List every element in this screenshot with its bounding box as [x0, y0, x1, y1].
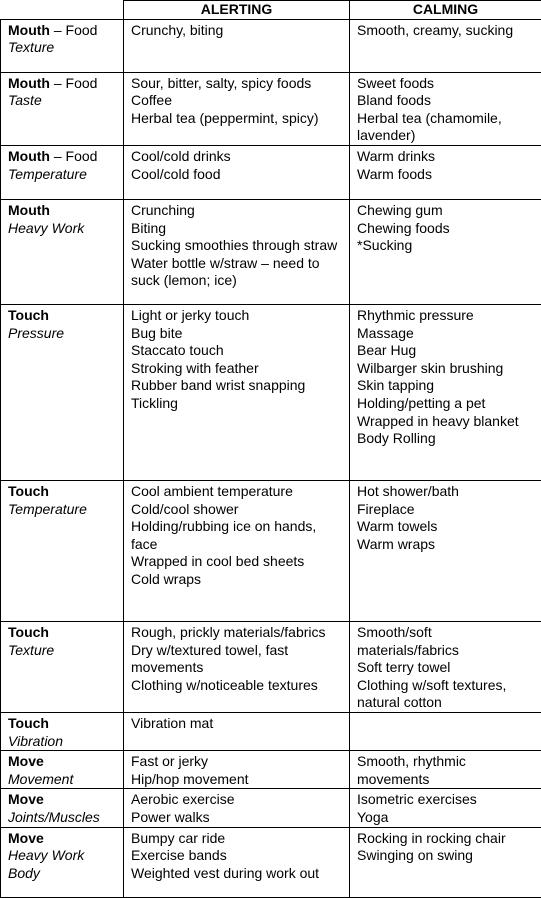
category-name: Mouth	[8, 148, 50, 164]
alerting-item: Cool/cold food	[131, 166, 342, 184]
subcategory-label: Taste	[8, 92, 116, 110]
alerting-item: Staccato touch	[131, 342, 342, 360]
alerting-item: Hip/hop movement	[131, 771, 342, 789]
category-cell	[1, 480, 124, 621]
calming-item: Fireplace	[357, 501, 534, 519]
calming-item: Wrapped in heavy blanket	[357, 413, 534, 431]
category-label	[8, 624, 116, 642]
table-row	[1, 712, 541, 750]
category-label	[8, 791, 116, 809]
alerting-item: Power walks	[131, 809, 342, 827]
alerting-item: Crunchy, biting	[131, 22, 342, 40]
category-name: Move	[8, 791, 44, 807]
table-body	[1, 19, 541, 897]
alerting-item: Wrapped in cool bed sheets	[131, 553, 342, 571]
header-row	[1, 1, 541, 20]
subcategory-label: Joints/Muscles	[8, 809, 116, 827]
calming-item: Bland foods	[357, 92, 534, 110]
calming-item: Skin tapping	[357, 377, 534, 395]
category-name: Mouth	[8, 22, 50, 38]
alerting-cell	[124, 72, 350, 145]
category-label	[8, 830, 116, 848]
calming-item: Sweet foods	[357, 75, 534, 93]
category-label	[8, 202, 116, 220]
calming-item: Smooth, rhythmic movements	[357, 753, 534, 788]
calming-item: Soft terry towel	[357, 659, 534, 677]
category-cell	[1, 145, 124, 199]
alerting-item: Bug bite	[131, 325, 342, 343]
alerting-item: Cool/cold drinks	[131, 148, 342, 166]
alerting-cell	[124, 145, 350, 199]
category-name: Move	[8, 830, 44, 846]
calming-item: Warm wraps	[357, 536, 534, 554]
subcategory-label: Temperature	[8, 501, 116, 519]
category-name: Touch	[8, 307, 49, 323]
alerting-cell	[124, 712, 350, 750]
subcategory-label: Heavy Work	[8, 220, 116, 238]
calming-item: Chewing foods	[357, 220, 534, 238]
subcategory-label: Movement	[8, 771, 116, 789]
calming-cell	[350, 827, 541, 897]
subcategory-label: Heavy Work	[8, 847, 116, 865]
subcategory-label: Temperature	[8, 166, 116, 184]
calming-item: Bear Hug	[357, 342, 534, 360]
subcategory-label: Texture	[8, 39, 116, 57]
category-label	[8, 715, 116, 733]
alerting-item: Cool ambient temperature	[131, 483, 342, 501]
category-cell	[1, 751, 124, 789]
header-blank-cell	[1, 1, 124, 20]
alerting-item: Dry w/textured towel, fast movements	[131, 642, 342, 677]
table-row	[1, 621, 541, 712]
alerting-item: Clothing w/noticeable textures	[131, 677, 342, 695]
category-name: Move	[8, 753, 44, 769]
calming-cell	[350, 199, 541, 304]
alerting-cell	[124, 304, 350, 480]
category-cell	[1, 19, 124, 72]
table-row	[1, 827, 541, 897]
category-cell	[1, 621, 124, 712]
alerting-item: Cold/cool shower	[131, 501, 342, 519]
calming-item: Yoga	[357, 809, 534, 827]
alerting-item: Cold wraps	[131, 571, 342, 589]
alerting-item: Tickling	[131, 395, 342, 413]
category-qualifier: – Food	[50, 75, 97, 91]
category-qualifier: – Food	[50, 148, 97, 164]
alerting-item: Light or jerky touch	[131, 307, 342, 325]
table-row	[1, 145, 541, 199]
alerting-item: Herbal tea (peppermint, spicy)	[131, 110, 342, 128]
category-cell	[1, 827, 124, 897]
calming-cell	[350, 19, 541, 72]
alerting-cell	[124, 751, 350, 789]
header-calming: CALMING	[350, 1, 541, 20]
alerting-item: Crunching	[131, 202, 342, 220]
subcategory-label: Vibration	[8, 733, 116, 751]
category-cell	[1, 712, 124, 750]
calming-cell	[350, 145, 541, 199]
alerting-item: Aerobic exercise	[131, 791, 342, 809]
category-name: Mouth	[8, 202, 50, 218]
calming-item: Isometric exercises	[357, 791, 534, 809]
alerting-cell	[124, 789, 350, 827]
subcategory-label-line2: Body	[8, 865, 116, 883]
table-row	[1, 789, 541, 827]
calming-cell	[350, 480, 541, 621]
calming-item: Smooth/soft materials/fabrics	[357, 624, 534, 659]
alerting-item: Coffee	[131, 92, 342, 110]
calming-cell	[350, 789, 541, 827]
category-cell	[1, 304, 124, 480]
table-row	[1, 304, 541, 480]
alerting-cell	[124, 19, 350, 72]
calming-item: Rocking in rocking chair	[357, 830, 534, 848]
category-label	[8, 307, 116, 325]
category-label	[8, 483, 116, 501]
calming-item: Warm drinks	[357, 148, 534, 166]
calming-item: Massage	[357, 325, 534, 343]
calming-item: Chewing gum	[357, 202, 534, 220]
category-name: Touch	[8, 483, 49, 499]
alerting-item: Holding/rubbing ice on hands, face	[131, 518, 342, 553]
calming-item: Swinging on swing	[357, 847, 534, 865]
alerting-item: Rubber band wrist snapping	[131, 377, 342, 395]
calming-item: Smooth, creamy, sucking	[357, 22, 534, 40]
calming-cell	[350, 72, 541, 145]
alerting-item: Water bottle w/straw – need to suck (lemon; ice)	[131, 255, 342, 290]
alerting-item: Sour, bitter, salty, spicy foods	[131, 75, 342, 93]
calming-item: Clothing w/soft textures, natural cotton	[357, 677, 534, 712]
alerting-item: Sucking smoothies through straw	[131, 237, 342, 255]
alerting-item: Weighted vest during work out	[131, 865, 342, 883]
subcategory-label: Pressure	[8, 325, 116, 343]
alerting-item: Vibration mat	[131, 715, 342, 733]
calming-item: Warm foods	[357, 166, 534, 184]
calming-cell	[350, 621, 541, 712]
calming-cell	[350, 751, 541, 789]
calming-cell	[350, 712, 541, 750]
category-name: Touch	[8, 624, 49, 640]
alerting-item: Bumpy car ride	[131, 830, 342, 848]
category-cell	[1, 72, 124, 145]
calming-item: *Sucking	[357, 237, 534, 255]
alerting-cell	[124, 480, 350, 621]
header-alerting: ALERTING	[124, 1, 350, 20]
calming-item: Warm towels	[357, 518, 534, 536]
category-label	[8, 753, 116, 771]
table-row	[1, 72, 541, 145]
subcategory-label: Texture	[8, 642, 116, 660]
table-row	[1, 751, 541, 789]
calming-item: Wilbarger skin brushing	[357, 360, 534, 378]
table-row	[1, 199, 541, 304]
category-name: Mouth	[8, 75, 50, 91]
category-label	[8, 75, 116, 93]
category-label	[8, 148, 116, 166]
category-label	[8, 22, 116, 40]
alerting-item: Exercise bands	[131, 847, 342, 865]
category-qualifier: – Food	[50, 22, 97, 38]
category-cell	[1, 199, 124, 304]
calming-cell	[350, 304, 541, 480]
calming-item: Rhythmic pressure	[357, 307, 534, 325]
calming-item: Hot shower/bath	[357, 483, 534, 501]
alerting-item: Stroking with feather	[131, 360, 342, 378]
calming-item: Herbal tea (chamomile, lavender)	[357, 110, 534, 145]
table-row	[1, 480, 541, 621]
alerting-item: Fast or jerky	[131, 753, 342, 771]
alerting-cell	[124, 199, 350, 304]
category-name: Touch	[8, 715, 49, 731]
calming-item: Holding/petting a pet	[357, 395, 534, 413]
alerting-item: Rough, prickly materials/fabrics	[131, 624, 342, 642]
alerting-item: Biting	[131, 220, 342, 238]
category-cell	[1, 789, 124, 827]
calming-item: Body Rolling	[357, 430, 534, 448]
alerting-cell	[124, 827, 350, 897]
alerting-cell	[124, 621, 350, 712]
table-row	[1, 19, 541, 72]
